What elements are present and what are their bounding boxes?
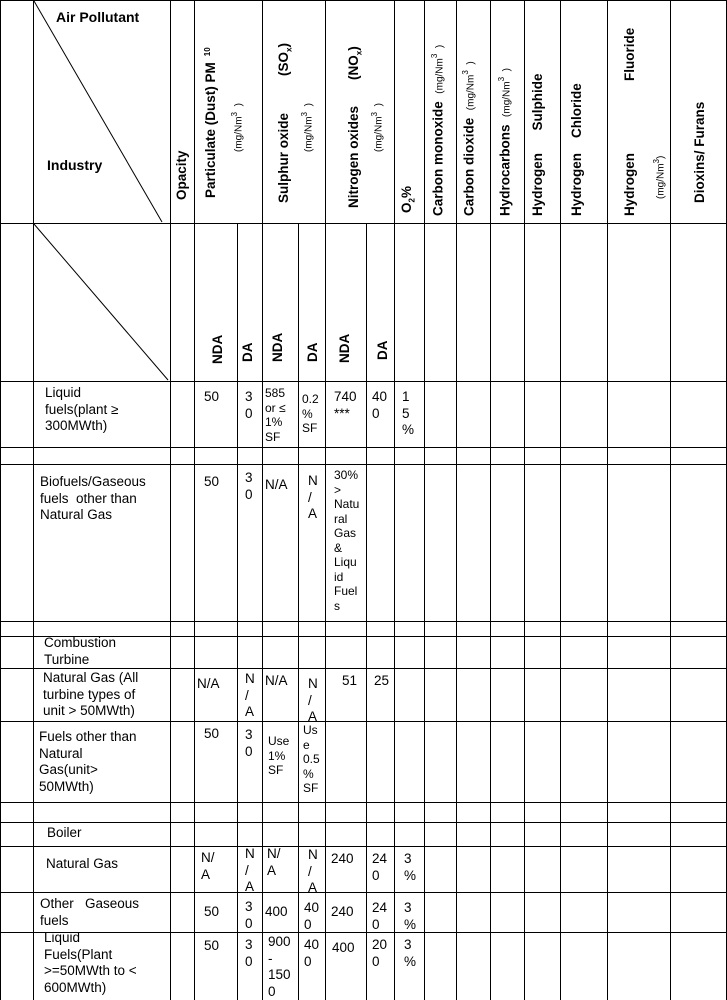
cell-value: 25	[374, 673, 390, 688]
cell-value: 3 0	[245, 937, 253, 969]
cell-value: 50	[204, 389, 220, 404]
header-fluoride: Fluoride	[622, 27, 637, 81]
cell-value: 3 0	[245, 899, 253, 931]
cell-value: 3 %	[404, 851, 417, 883]
header-sox: $(SO_x)$	[276, 43, 294, 76]
cell-value: N / A	[308, 847, 318, 895]
subheader-no-da: DA	[375, 340, 390, 360]
cell-value: Us e 0.5 % SF	[303, 723, 320, 795]
cell-value: N/A	[265, 673, 288, 688]
row-combustion-turbine-label: Combustion Turbine	[44, 635, 117, 667]
header-no-unit: (mg/Nm$^3$ )	[370, 103, 385, 152]
cell-value: 50	[204, 904, 220, 919]
cell-value: N/ A	[201, 850, 215, 882]
cell-value: 30% > Natu ral Gas & Liqu id Fuel s	[334, 468, 360, 613]
header-hydrogen-chloride: Hydrogen Chloride	[569, 83, 584, 216]
cell-value: 24 0	[372, 900, 388, 932]
cell-value: N / A	[308, 473, 318, 521]
header-sulphur-oxide: Sulphur oxide	[276, 112, 291, 203]
row-liquid-fuels-plant-label: Liquid Fuels(Plant >=50MWth to < 600MWth)	[44, 930, 137, 995]
header-hydrogen-sulphide: Hydrogen Sulphide	[530, 73, 545, 216]
cell-value: 3 0	[245, 470, 253, 502]
header-opacity: Opacity	[174, 150, 189, 200]
subheader-no-nda: NDA	[337, 333, 352, 363]
cell-value: 900 - 150 0	[268, 934, 291, 999]
cell-value: 24 0	[372, 851, 388, 883]
header-nox: $(NO_x)$	[346, 46, 364, 80]
corner-industry: Industry	[47, 157, 103, 173]
cell-value: 1 5 %	[402, 389, 415, 437]
cell-value: 585 or ≤ 1% SF	[265, 386, 286, 444]
subheader-pm-nda: NDA	[210, 334, 225, 364]
header-so-unit: (mg/Nm$^3$ )	[300, 103, 315, 152]
cell-value: Use 1% SF	[268, 734, 290, 777]
cell-value: 50	[204, 726, 220, 741]
row-fuels-other-label: Fuels other than Natural Gas(unit> 50MWth)	[39, 729, 137, 794]
row-natural-gas-turbine-label: Natural Gas (All turbine types of unit > 50MWth)	[43, 670, 139, 718]
cell-value: 50	[204, 474, 220, 489]
row-biofuels-label: Biofuels/Gaseous fuels other than Natural Gas	[40, 474, 146, 522]
subheader-so-nda: NDA	[270, 332, 285, 362]
cell-value: 400	[332, 940, 355, 955]
cell-value: N/A	[265, 477, 288, 492]
row-boiler-natural-gas-label: Natural Gas	[46, 856, 119, 871]
subheader-pm-da: DA	[240, 342, 255, 362]
header-pm-unit: (mg/Nm$^3$ )	[230, 103, 245, 152]
cell-value: N/A	[197, 676, 220, 691]
row-liquid-fuels-label: Liquid fuels(plant ≥ 300MWth)	[45, 385, 119, 433]
cell-value: N / A	[308, 676, 318, 724]
header-carbon-monoxide: Carbon monoxide (mg/Nm$^3$ )	[430, 44, 446, 216]
cell-value: 3 0	[245, 389, 253, 421]
cell-value: 40 0	[304, 937, 320, 969]
corner-air-pollutant: Air Pollutant	[56, 9, 140, 25]
cell-value: 50	[204, 938, 220, 953]
row-other-gaseous-label: Other Gaseous fuels	[40, 896, 140, 928]
cell-value: 20 0	[372, 937, 388, 969]
header-nitrogen-oxides: Nitrogen oxides	[346, 105, 361, 208]
cell-value: 240	[331, 904, 354, 919]
header-carbon-dioxide: Carbon dioxide (mg/Nm$^3$ )	[461, 61, 477, 216]
cell-value: N / A	[245, 846, 255, 894]
row-boiler-label: Boiler	[47, 825, 82, 840]
cell-value: N / A	[245, 671, 255, 719]
header-hf-unit: (mg/Nm$^3$)	[652, 155, 667, 199]
cell-value: 40 0	[372, 389, 388, 421]
cell-value: 3 %	[404, 900, 417, 932]
cell-value: 51	[342, 673, 358, 688]
header-hydrogen: Hydrogen	[622, 152, 637, 216]
subheader-so-da: DA	[305, 342, 320, 362]
cell-value: 40 0	[304, 900, 320, 932]
cell-value: 3 0	[245, 727, 253, 759]
header-hydrocarbons: Hydrocarbons (mg/Nm$^3$ )	[497, 68, 513, 216]
cell-value: 740 ***	[334, 389, 357, 421]
cell-value: 0.2 % SF	[302, 392, 319, 435]
header-o2: $O_2\%$	[399, 186, 417, 213]
header-dioxins-furans: Dioxins/ Furans	[692, 101, 707, 203]
cell-value: 400	[265, 904, 288, 919]
cell-value: N/ A	[267, 846, 281, 878]
header-pm: Particulate (Dust) $PM_{10}$	[202, 47, 218, 198]
cell-value: 240	[331, 851, 354, 866]
cell-value: 3 %	[404, 937, 417, 969]
